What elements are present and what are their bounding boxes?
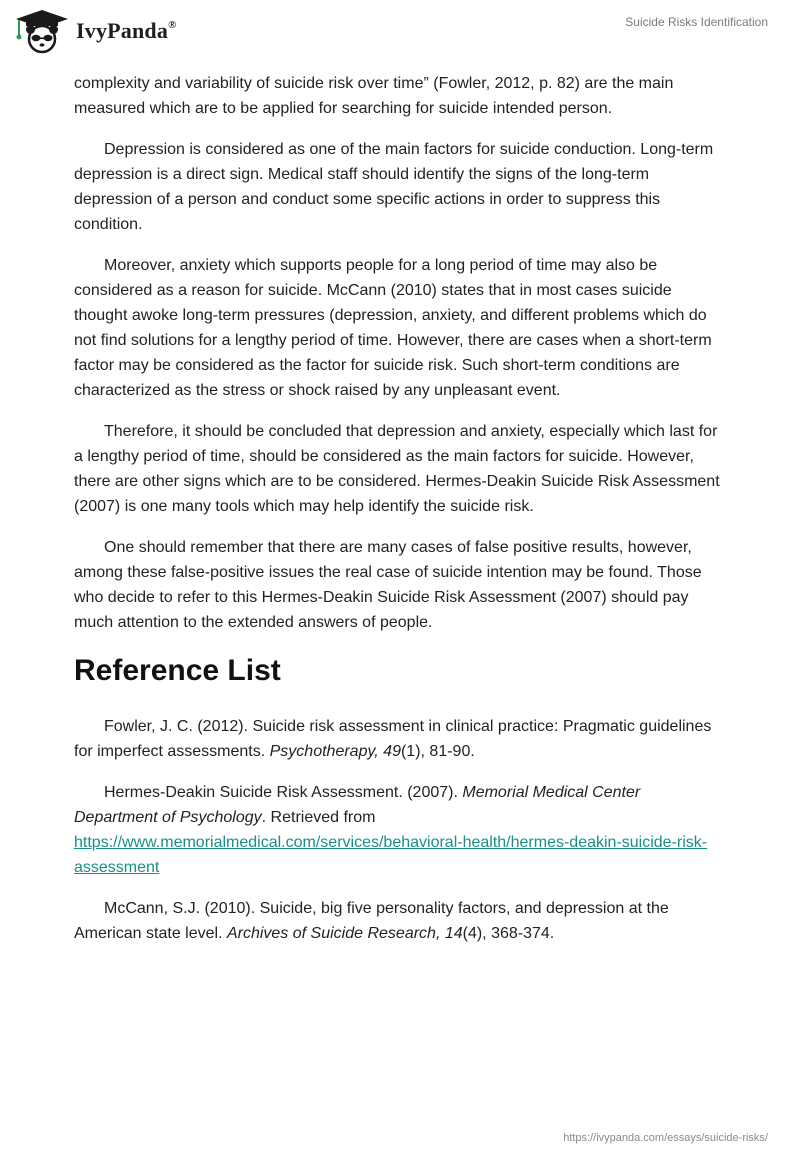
header [0,0,800,70]
reference-link[interactable]: https://www.memorialmedical.com/services/behavioral-health/hermes-deakin-suicide-risk-assessment [74,834,708,876]
paragraph: Therefore, it should be concluded that depression and anxiety, especially which last for a lengthy period of time, should be considered as the main factors for suicide. However, there are other signs which are to be considered. Hermes-Deakin Suicide Risk Assessment (2007) is one many tools which may help identify the suicide risk. [74,423,720,515]
paragraph: One should remember that there are many cases of false positive results, however, among these false-positive issues the real case of suicide intention may be found. Those who decide to refer to this Hermes-Deakin Suicide Risk Assessment (2007) should pay much attention to the extended answers of people. [74,539,702,631]
paragraph: complexity and variability of suicide risk over time” (Fowler, 2012, p. 82) are the main measured which are to be applied for searching for suicide intended person. [74,75,674,117]
paragraph: Depression is considered as one of the main factors for suicide conduction. Long-term depression is a direct sign. Medical staff should identify the signs of the long-term depression of a person and conduct some specific actions in order to suppress this condition. [74,141,714,233]
reference-item: Fowler, J. C. (2012). Suicide risk assessment in clinical practice: Pragmatic guidelines for imperfect assessments. Psychotherapy, 49(1), 81-90. [74,718,712,760]
reference-item: McCann, S.J. (2010). Suicide, big five personality factors, and depression at the American state level. Archives of Suicide Research, 14(4), 368-374. [74,900,669,942]
paragraph: Moreover, anxiety which supports people for a long period of time may also be considered as a reason for suicide. McCann (2010) states that in most cases suicide thought awoke long-term pressures (depression, anxiety, and different problems which do not find solutions for a lengthy period of time. However, there are cases when a short-term factor may be considered as the factor for suicide risk. Such short-term conditions are characterized as the stress or shock raised by any unpleasant event. [74,257,712,399]
reference-item: Hermes-Deakin Suicide Risk Assessment. (2007). Memorial Medical Center Department of Psychology. Retrieved from https://www.memorialmedical.com/services/behavioral-health/hermes-deakin-suicide-risk-assessment [74,784,708,876]
logo[interactable] [14,8,177,54]
panda-graduate-icon [14,8,70,54]
page-title: Suicide Risks Identification [625,15,768,29]
essay-content [74,71,724,962]
footer-url[interactable]: https://ivypanda.com/essays/suicide-risks/ [563,1132,768,1144]
brand-name: IvyPanda® [76,18,177,43]
reference-list-heading: Reference List [74,654,281,687]
